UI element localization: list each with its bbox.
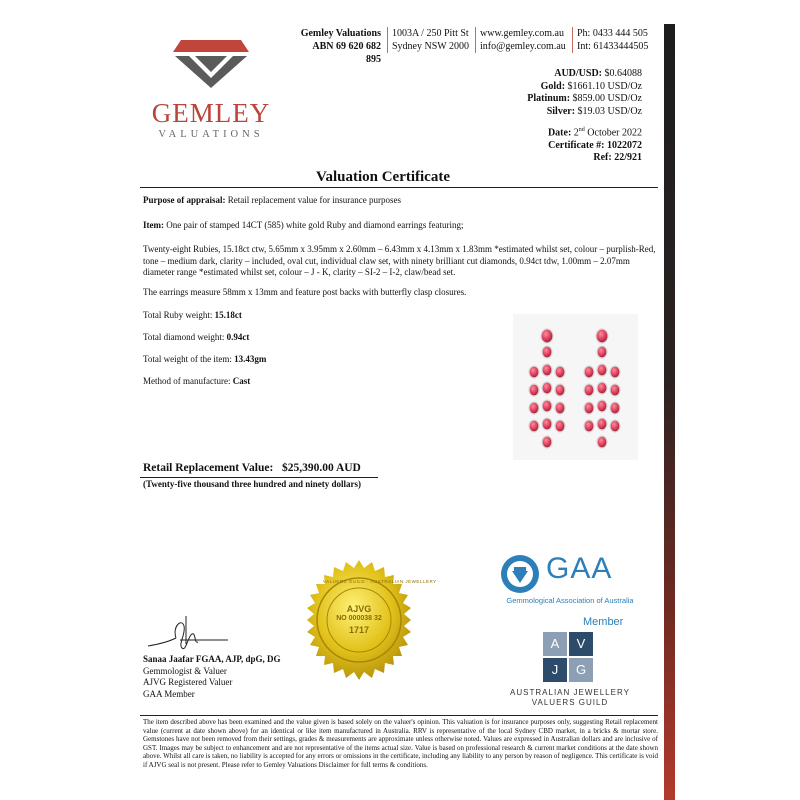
email-link[interactable]: info@gemley.com.au: [480, 41, 566, 52]
phone-number: Ph: 0433 444 505: [577, 28, 648, 39]
silver-value: $19.03 USD/Oz: [577, 105, 642, 117]
company-abn: ABN 69 620 682 895: [312, 41, 381, 65]
purpose-text: Retail replacement value for insurance purposes: [227, 195, 401, 205]
signature-graphic: [142, 614, 232, 654]
ajvg-gold-seal: [299, 560, 441, 680]
seal-ring-text: VALUERS GUILD · AUSTRALIAN JEWELLERY ·: [323, 579, 441, 584]
aud-label: AUD/USD:: [554, 68, 602, 79]
ajvg-letter: J: [543, 658, 567, 682]
gaa-member-label: Member: [583, 616, 624, 628]
seal-line-3: 1717: [348, 625, 370, 635]
item-text: One pair of stamped 14CT (585) white gold Ruby and diamond earrings featuring;: [166, 220, 464, 230]
disclaimer-divider: [140, 715, 658, 716]
gaa-logo: [500, 552, 640, 612]
header-divider: [475, 27, 476, 53]
gaa-abbreviation: GAA: [546, 552, 613, 585]
rrv-label: Retail Replacement Value:: [143, 462, 274, 474]
signatory-role-1: Gemmologist & Valuer: [143, 665, 227, 676]
spec-value: 15.18ct: [214, 310, 242, 320]
ref-label: Ref:: [593, 152, 612, 164]
item-summary: [143, 220, 658, 232]
ajvg-name-line-2: VALUERS GUILD: [531, 698, 609, 707]
rrv-value: $25,390.00 AUD: [281, 462, 361, 474]
signature: [142, 614, 232, 654]
certificate-meta: [442, 124, 642, 165]
ref-number: 22/921: [614, 152, 642, 164]
header-divider: [572, 27, 573, 53]
spec-label: Total diamond weight:: [143, 332, 225, 342]
aud-value: $0.64088: [604, 68, 642, 79]
spec-value: 13.43gm: [234, 354, 267, 364]
company-name: Gemley Valuations: [300, 28, 381, 39]
signatory-block: [143, 654, 281, 700]
ajvg-letter: V: [569, 632, 593, 656]
diamond-logo-icon: [171, 34, 251, 90]
spec-label: Method of manufacture:: [143, 376, 231, 386]
spec-label: Total Ruby weight:: [143, 310, 213, 320]
purpose-label: Purpose of appraisal:: [143, 195, 226, 205]
item-label: Item:: [143, 220, 164, 230]
brand-subtitle: VALUATIONS: [158, 129, 264, 140]
earrings-photo: [513, 314, 638, 460]
date-day: 2: [573, 127, 579, 139]
signatory-name: Sanaa Jaafar FGAA, AJP, dpG, DG: [143, 654, 281, 664]
metal-rates: [442, 68, 642, 118]
seal-line-1: AJVG: [346, 604, 372, 614]
silver-label: Silver:: [546, 105, 576, 117]
disclaimer-text: The item described above has been examined and the value given is based solely on the valuer's opinion. This valuation is for insurance purposes only, suggesting Retail replacement value (current at date shown above) for an identical or like item manufactured in Australia. RRV is representative of the local Sydney CBD market, in a bricks & mortar store. Gemstones have not been removed from their settings, grades & measurements are approximate unless otherwise noted. Values are expressed in Australian dollars and are inclusive of GST. Images may be subject to enhancement and are not representative of the items actual size. Value is based on professional research & current market conditions at the date shown above. Whilst all care is taken, no liability is accepted for any errors or omissions in the certificate, including any liability to any person by reason of negligence. This certificate is void if AJVG seal is not present. Please refer to Gemley Valuations Disclaimer for full terms & conditions.: [143, 718, 658, 769]
gemley-logo: [150, 32, 272, 147]
gold-value: $1661.10 USD/Oz: [567, 80, 642, 92]
header-divider: [387, 27, 388, 53]
date-label: Date:: [547, 127, 572, 139]
earrings-image: [513, 314, 638, 460]
ajvg-name-line-1: AUSTRALIAN JEWELLERY: [510, 688, 630, 697]
ajvg-logo: [537, 632, 599, 682]
ajvg-letter: G: [569, 658, 593, 682]
rrv-words: (Twenty-five thousand three hundred and ninety dollars): [143, 479, 362, 489]
platinum-label: Platinum:: [527, 93, 571, 104]
spec-row: [143, 354, 266, 366]
signatory-role-2: AJVG Registered Valuer: [143, 677, 233, 687]
spec-row: [143, 332, 249, 344]
gaa-full-name: Gemmological Association of Australia: [506, 596, 634, 605]
certificate-label: Certificate #:: [548, 139, 605, 151]
date-suffix: nd: [578, 127, 585, 133]
signatory-role-3: GAA Member: [143, 688, 195, 699]
brand-name: GEMLEY: [151, 98, 271, 128]
title-divider: [140, 187, 658, 188]
gold-label: Gold:: [540, 80, 566, 92]
retail-replacement-value: [143, 462, 361, 474]
item-description: Twenty-eight Rubies, 15.18ct ctw, 5.65mm x 3.95mm x 2.60mm – 6.43mm x 4.13mm x 1.83mm *estimated whilst set, colour – purplish-Red, tone – medium dark, clarity – included, oval cut, individual claw set, with ninety brilliant cut diamonds, 0.94ct tdw, 1.00mm – 2.07mm diameter range *estimated whilst set, colour – J - K, clarity – SI-2 – I-2, claw/bead set.: [143, 244, 656, 277]
spec-row: [143, 376, 250, 388]
gaa-emblem-icon: [500, 554, 540, 594]
ajvg-letter: A: [543, 632, 567, 656]
certificate-number: 1022072: [607, 139, 642, 151]
header-web: [480, 27, 566, 53]
purpose-of-appraisal: [143, 195, 658, 207]
spec-label: Total weight of the item:: [143, 354, 232, 364]
platinum-value: $859.00 USD/Oz: [572, 93, 642, 104]
date-rest: October 2022: [587, 127, 642, 139]
decorative-side-bar: [664, 24, 675, 800]
header-company: [295, 27, 381, 66]
header-phone: [577, 27, 648, 53]
spec-value: Cast: [232, 376, 251, 386]
item-measurements: The earrings measure 58mm x 13mm and feature post backs with butterfly clasp closures.: [143, 287, 467, 297]
seal-line-2: NO 000038 32: [336, 615, 382, 622]
header-address: [392, 27, 469, 53]
address-line-2: Sydney NSW 2000: [392, 41, 470, 52]
spec-row: [143, 310, 242, 322]
intl-number: Int: 61433444505: [577, 41, 649, 52]
address-line-1: 1003A / 250 Pitt St: [392, 28, 469, 39]
website-link[interactable]: www.gemley.com.au: [480, 28, 564, 39]
page-title: Valuation Certificate: [315, 169, 450, 185]
rrv-underline: [140, 477, 378, 478]
spec-value: 0.94ct: [226, 332, 250, 342]
